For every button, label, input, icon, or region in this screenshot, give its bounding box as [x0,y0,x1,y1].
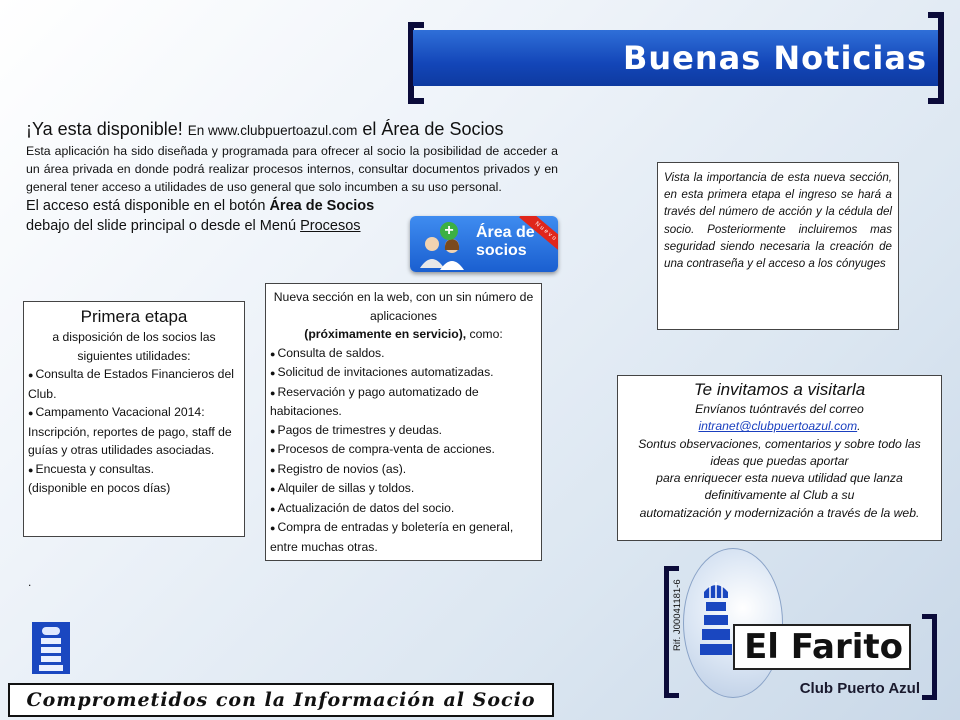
nueva-seccion-intro: Nueva sección en la web, con un sin número de aplicaciones [273,290,534,323]
nueva-seccion-status [270,325,537,344]
area-socios-label-2: socios [476,242,527,259]
access-text [26,196,406,236]
status-bold: (próximamente en servicio), [304,327,467,341]
email-link[interactable]: intranet@clubpuertoazul.com [698,419,858,434]
primera-etapa-title: Primera etapa [80,307,188,326]
headline-start: ¡Ya esta disponible! [26,119,183,139]
invitation-line-2: Sontus observaciones, comentarios y sobre todo las ideas que puedas aportar [638,436,921,468]
list-item: ● Reservación y pago automatizado de habitaciones. [270,383,537,421]
list-item: ● Pagos de trimestres y deudas. [270,421,537,441]
list-item: ● Consulta de Estados Financieros del Club. [28,365,240,403]
primera-etapa-subtitle: a disposición de los socios las siguientes utilidades: [52,330,216,363]
header-bracket-right [928,12,944,104]
invitation-email-line [624,418,935,435]
primera-etapa-box [23,301,245,537]
invitation-line-4: automatización y modernización a través de la web. [639,505,920,520]
list-item: ● Campamento Vacacional 2014: Inscripción, reportes de pago, staff de guías y otras utilidades asociadas. [28,403,240,460]
invitation-box [617,375,942,541]
status-tail: como: [466,327,503,341]
area-socios-label-1: Área de [476,224,535,241]
access-text-2: debajo del slide principal o desde el Menú [26,218,297,234]
headline-url: En www.clubpuertoazul.com [187,123,358,138]
email-suffix: . [857,419,861,434]
access-bold: Área de Socios [269,198,375,214]
brand-bracket-right [922,614,937,700]
page-title: Buenas Noticias [622,39,927,77]
lighthouse-small-icon [32,622,70,674]
users-icon [416,234,472,270]
footer-slogan-box [8,683,554,717]
list-item: ● Compra de entradas y boletería en general, entre muchas otras. [270,518,537,556]
header-bar [413,30,941,86]
stray-dot: . [28,575,32,589]
area-socios-button[interactable] [410,216,558,272]
list-item: ● Registro de novios (as). [270,460,537,480]
list-item: ● Encuesta y consultas. [28,460,240,480]
brand-name: El Farito [744,627,903,667]
intro-paragraph: Esta aplicación ha sido diseñada y programada para ofrecer al socio la posibilidad de acceder a un área privada en donde podrá realizar procesos internos, consultar documentos privados y en general tener acceso a utilidades de uso general que solo incumben a su uso personal. [26,144,558,194]
intro-headline [26,118,558,142]
vista-importancia-box [657,162,899,330]
nueva-seccion-box [265,283,542,561]
brand-name-box [733,624,911,670]
club-name: Club Puerto Azul [799,680,920,697]
area-socios-label [476,224,535,260]
invitation-line-3: para enriquecer esta nueva utilidad que lanza definitivamente al Club a su [656,471,903,503]
vista-text: Vista la importancia de esta nueva sección, en esta primera etapa el ingreso se hará a través del número de acción y la cédula del socio. Posteriormente incluiremos mas seguridad siendo necesaria la creación de una contraseña y el acceso a los cónyuges [664,171,892,271]
footer-slogan: Comprometidos con la Información al Socio [26,689,536,711]
invitation-line-1: Envíanos tuóntravés del correo [695,402,864,416]
list-item: ● Consulta de saldos. [270,344,537,364]
list-item: ● Actualización de datos del socio. [270,499,537,519]
procesos-link[interactable]: Procesos [300,218,361,234]
new-ribbon: Nuevo [519,216,558,256]
lighthouse-icon [698,578,734,666]
access-text-1: El acceso está disponible en el botón [26,198,266,214]
availability-note: (disponible en pocos días) [28,481,171,495]
invitation-title: Te invitamos a visitarla [693,380,866,399]
list-item: ● Solicitud de invitaciones automatizadas. [270,363,537,383]
plus-icon: + [440,222,458,240]
headline-end: el Área de Socios [362,119,504,139]
list-item: ● Alquiler de sillas y toldos. [270,479,537,499]
rif-text: Rif. J00041181-6 [672,579,683,651]
list-item: ● Procesos de compra-venta de acciones. [270,440,537,460]
